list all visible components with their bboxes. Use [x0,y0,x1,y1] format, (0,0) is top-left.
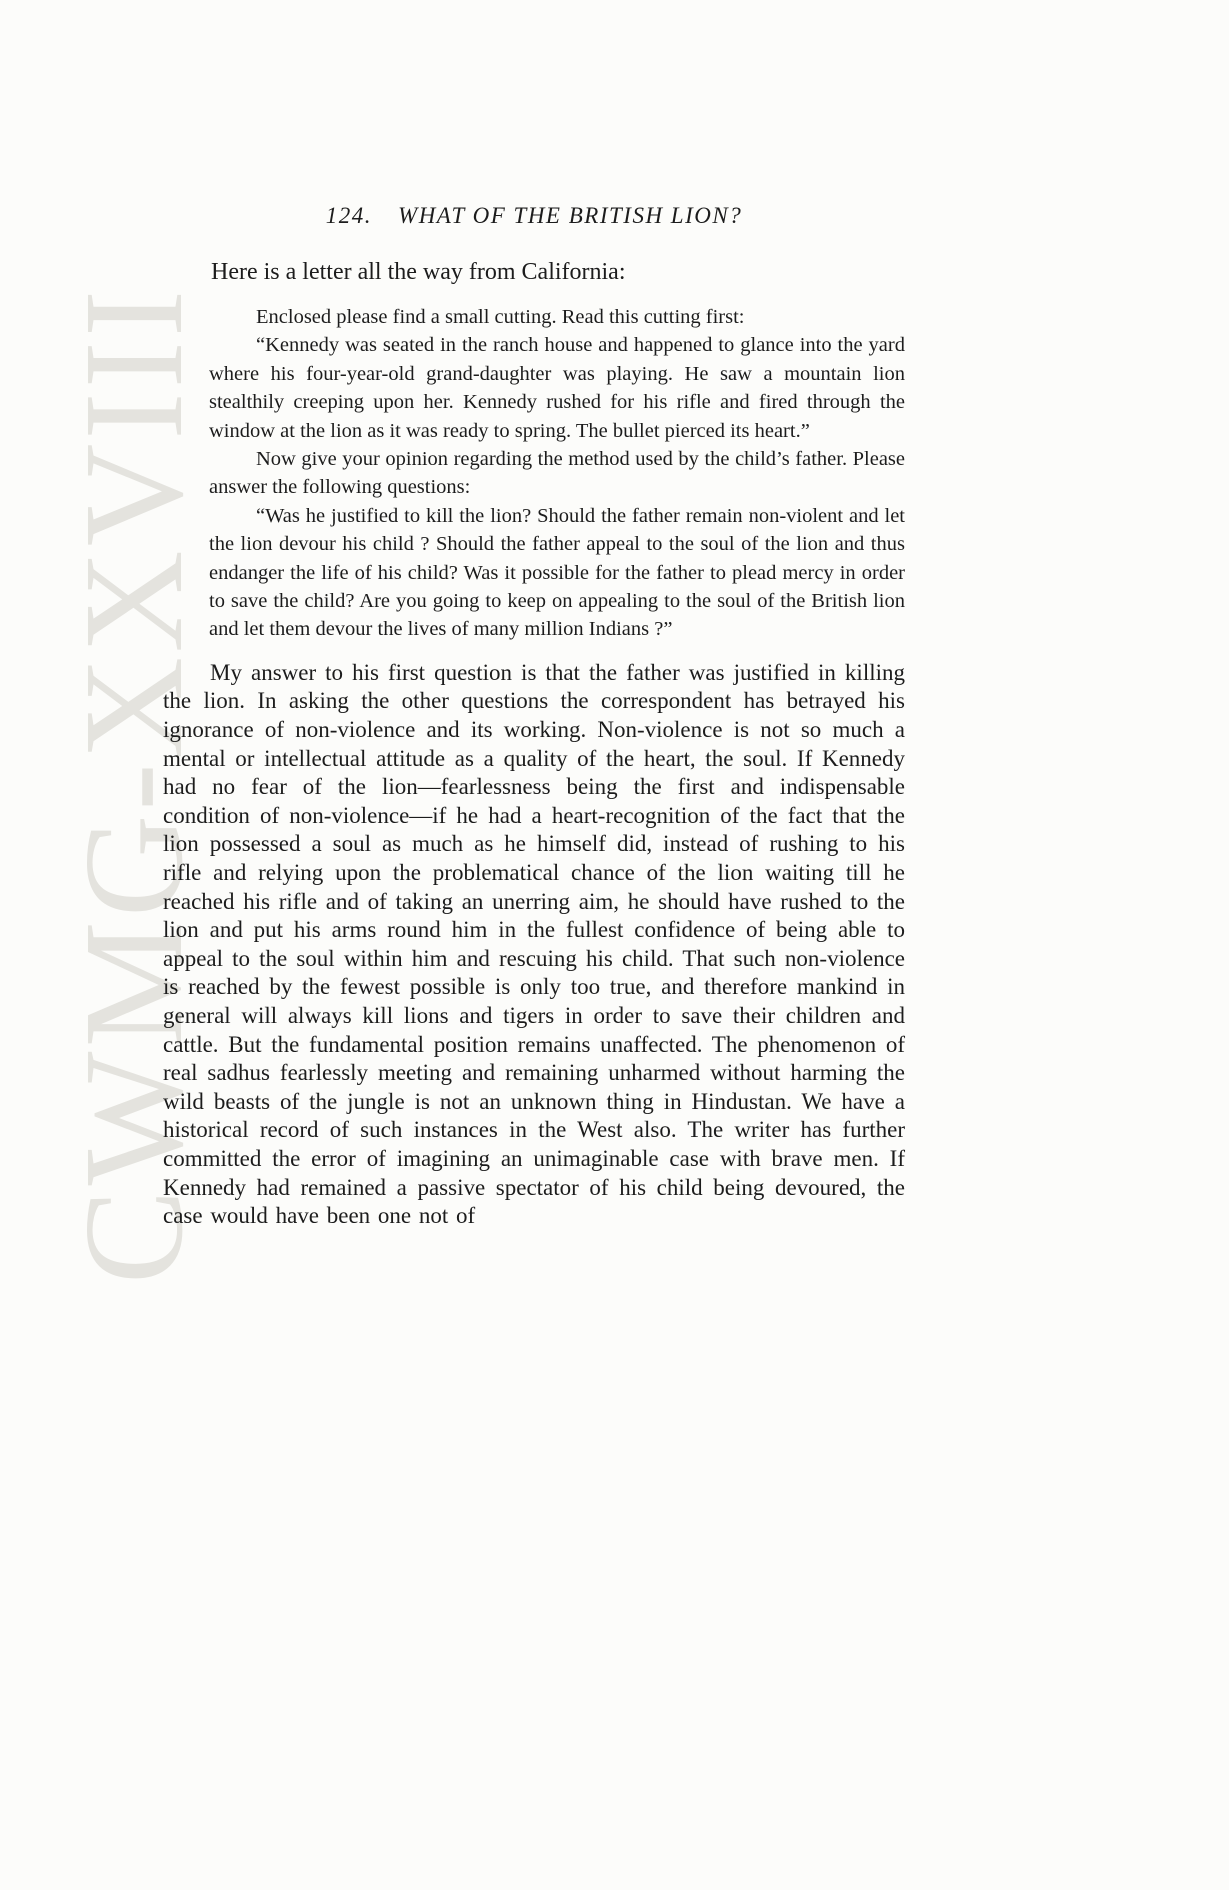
page-content [163,203,905,1231]
quote-paragraph-2: “Kennedy was seated in the ranch house and happened to glance into the yard where his four-year-old grand-daughter was playing. He saw a mountain lion stealthily creeping upon her. Kennedy rushed for his rifle and fired through the window at the lion as it was ready to spring. The bullet pierced its heart.” [209,334,905,442]
body-paragraph: My answer to his first question is that the father was justified in killing the lion. In asking the other questions the correspondent has betrayed his ignorance of non-violence and its working. Non-violence is not so much a mental or intellectual attitude as a quality of the heart, the soul. If Kennedy had no fear of the lion—fearlessness being the first and indispensable condition of non-violence—if he had a heart-recognition of the fact that the lion possessed a soul as much as he himself did, instead of rushing to his rifle and relying upon the problematical chance of the lion waiting till he reached his rifle and of taking an unerring aim, he should have rushed to the lion and put his arms round him in the fullest confidence of being able to appeal to the soul within him and rescuing his child. That such non-violence is reached by the fewest possible is only too true, and therefore mankind in general will always kill lions and tigers in order to save their children and cattle. But the fundamental position remains unaffected. The phenomenon of real sadhus fearlessly meeting and remaining unharmed without harming the wild beasts of the jungle is not an unknown thing in Hindustan. We have a historical record of such instances in the West also. The writer has further committed the error of imagining an unimaginable case with brave men. If Kennedy had remained a passive spectator of his child being devoured, the case would have been one not of [163,659,905,1229]
quote-paragraph-1: Enclosed please find a small cutting. Read this cutting first: [256,306,745,328]
section-heading [163,203,905,229]
letter-quote-block [209,303,905,644]
section-number: 124. [325,203,373,228]
watermark-text: CWMG-XXVIII [54,285,212,1285]
quote-paragraph-4: “Was he justified to kill the lion? Should the father remain non-violent and let the lion devour his child ? Should the father appeal to the soul of the lion and thus endanger the life of his child? Was it possible for the father to plead mercy in order to save the child? Are you going to keep on appealing to the soul of the British lion and let them devour the lives of many million Indians ?” [209,504,905,641]
section-title: WHAT OF THE BRITISH LION? [398,203,743,228]
quote-paragraph-3: Now give your opinion regarding the method used by the child’s father. Please answer the following questions: [209,448,905,499]
intro-line: Here is a letter all the way from California: [211,259,626,285]
